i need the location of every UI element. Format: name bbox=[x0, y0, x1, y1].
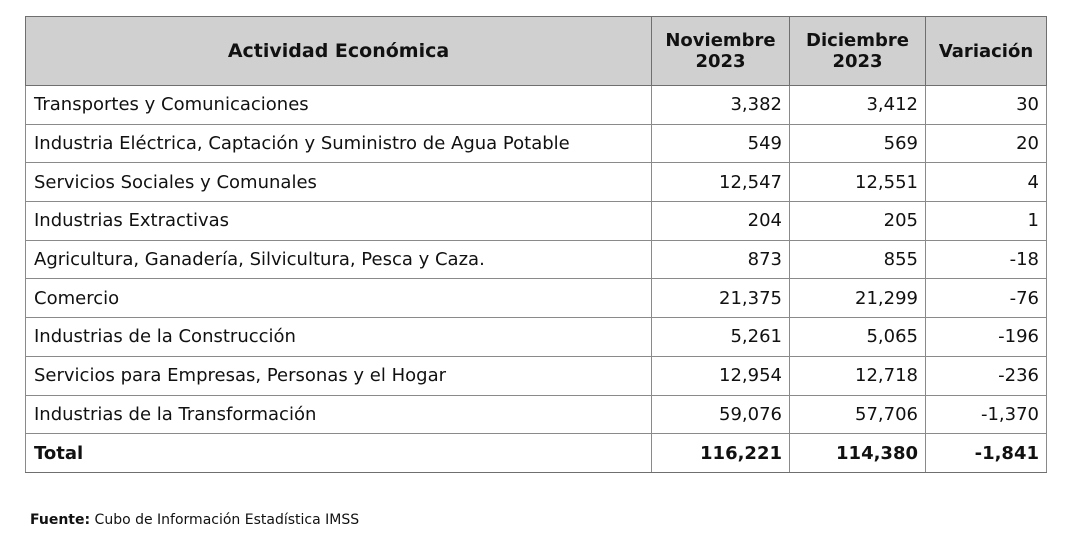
cell-activity: Industria Eléctrica, Captación y Suministro de Agua Potable bbox=[26, 124, 652, 163]
cell-variation: 4 bbox=[926, 163, 1047, 202]
cell-variation: -1,370 bbox=[926, 395, 1047, 434]
total-row bbox=[26, 434, 1047, 473]
total-november: 116,221 bbox=[652, 434, 790, 473]
cell-activity: Servicios Sociales y Comunales bbox=[26, 163, 652, 202]
cell-december: 12,718 bbox=[790, 356, 926, 395]
header-november-2023: Noviembre 2023 bbox=[652, 17, 790, 86]
source-note bbox=[30, 512, 359, 528]
cell-variation: 20 bbox=[926, 124, 1047, 163]
cell-variation: -196 bbox=[926, 318, 1047, 357]
table-header-row bbox=[26, 17, 1047, 86]
cell-december: 3,412 bbox=[790, 86, 926, 125]
header-activity: Actividad Económica bbox=[26, 17, 652, 86]
table-row bbox=[26, 279, 1047, 318]
source-label: Fuente: bbox=[30, 512, 91, 528]
cell-december: 12,551 bbox=[790, 163, 926, 202]
cell-activity: Industrias de la Transformación bbox=[26, 395, 652, 434]
cell-november: 21,375 bbox=[652, 279, 790, 318]
source-text: Cubo de Información Estadística IMSS bbox=[94, 512, 360, 528]
cell-november: 59,076 bbox=[652, 395, 790, 434]
cell-november: 5,261 bbox=[652, 318, 790, 357]
table-row bbox=[26, 202, 1047, 241]
table-row bbox=[26, 395, 1047, 434]
table-body bbox=[26, 86, 1047, 473]
table-row bbox=[26, 318, 1047, 357]
total-activity: Total bbox=[26, 434, 652, 473]
cell-activity: Transportes y Comunicaciones bbox=[26, 86, 652, 125]
cell-december: 855 bbox=[790, 240, 926, 279]
cell-activity: Industrias Extractivas bbox=[26, 202, 652, 241]
header-december-2023: Diciembre 2023 bbox=[790, 17, 926, 86]
cell-variation: -236 bbox=[926, 356, 1047, 395]
cell-variation: 1 bbox=[926, 202, 1047, 241]
cell-november: 873 bbox=[652, 240, 790, 279]
cell-december: 5,065 bbox=[790, 318, 926, 357]
cell-variation: -18 bbox=[926, 240, 1047, 279]
cell-variation: -76 bbox=[926, 279, 1047, 318]
table-row bbox=[26, 356, 1047, 395]
total-variation: -1,841 bbox=[926, 434, 1047, 473]
table-row bbox=[26, 240, 1047, 279]
cell-november: 3,382 bbox=[652, 86, 790, 125]
cell-november: 12,547 bbox=[652, 163, 790, 202]
cell-variation: 30 bbox=[926, 86, 1047, 125]
cell-december: 57,706 bbox=[790, 395, 926, 434]
cell-activity: Servicios para Empresas, Personas y el Hogar bbox=[26, 356, 652, 395]
table-row bbox=[26, 163, 1047, 202]
cell-november: 12,954 bbox=[652, 356, 790, 395]
header-variation: Variación bbox=[926, 17, 1047, 86]
employment-by-activity-table bbox=[25, 16, 1047, 473]
cell-november: 204 bbox=[652, 202, 790, 241]
cell-december: 569 bbox=[790, 124, 926, 163]
cell-activity: Comercio bbox=[26, 279, 652, 318]
table-row bbox=[26, 124, 1047, 163]
cell-december: 21,299 bbox=[790, 279, 926, 318]
cell-activity: Industrias de la Construcción bbox=[26, 318, 652, 357]
cell-activity: Agricultura, Ganadería, Silvicultura, Pesca y Caza. bbox=[26, 240, 652, 279]
total-december: 114,380 bbox=[790, 434, 926, 473]
employment-table-container bbox=[25, 16, 1047, 473]
cell-december: 205 bbox=[790, 202, 926, 241]
table-row bbox=[26, 86, 1047, 125]
cell-november: 549 bbox=[652, 124, 790, 163]
